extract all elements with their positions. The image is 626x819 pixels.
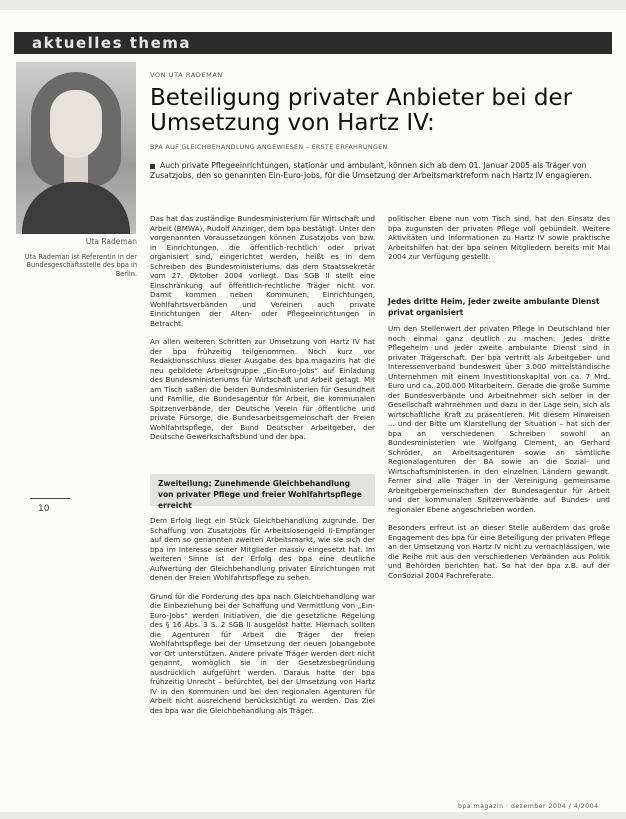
author-photo bbox=[16, 62, 136, 234]
column-right bbox=[388, 214, 610, 271]
top-margin bbox=[0, 0, 626, 10]
col2-paragraph-3: Besonders erfreut ist an dieser Stelle außerdem das große Engagement des bpa für eine Beteiligung der privaten Pflege an der Umsetzung von Hartz IV nicht zu vernachlässigen, wie die Reihe mit aus den verschiedenen Verbänden aus Politik und Behörden berichten hat. So hat der bpa z.B. auf der ConSozial 2004 Fachreferate. bbox=[388, 523, 610, 580]
col1-paragraph-4: Grund für die Forderung des bpa nach Gleichbehandlung war die Einbeziehung bei der Schaffung und Vermittlung von „Ein-Euro-Jobs“ werden Initiativen, die die gesetzliche Regelung des § 16 Abs. 3 S. 2 SGB II ausgelöst hatte. Hiernach sollten die Agenturen für Arbeit die Träger der freien Wohlfahrtspflege bei der Umsetzung der neuen Jobangebote vor Ort unterstützen. Andere private Träger werden dort nicht genannt, womöglich sie in der Gesetzesbegründung ausdrücklich aufgeführt werden. Daraus hatte der bpa frühzeitig Unrecht – befürchtet, bei der Umsetzung von Hartz IV in den Kommunen und bei den regionalen Agenturen für Arbeit nicht ausreichend berücksichtigt zu werden. Das Ziel des bpa war die Gleichbehandlung als Träger. bbox=[150, 591, 375, 715]
col1-paragraph-3: Dem Erfolg liegt ein Stück Gleichbehandlung zugrunde. Der Schaffung von Zusatzjobs für Arbeitslosengeld II-Empfänger auf dem so genannten zweiten Arbeitsmarkt, wie sie sich der bpa im Interesse seiner Mitglieder massiv eingesetzt hat. Im weiteren Sinne ist der Erfolg des bpa eine deutliche Aufwertung der Gleichbehandlung privater Einrichtungen mit denen der Freien Wohlfahrtspflege zu sehen. bbox=[150, 516, 375, 582]
column-right-subheading: Jedes dritte Heim, jeder zweite ambulante Dienst privat organisiert bbox=[388, 297, 600, 317]
subheading-box bbox=[150, 474, 375, 510]
article-subtitle: BPA AUF GLEICHBEHANDLUNG ANGEWIESEN – ERSTE ERFAHRUNGEN bbox=[150, 143, 388, 151]
photo-face bbox=[50, 90, 102, 158]
byline: VON UTA RADEMAN bbox=[150, 71, 223, 79]
column-left bbox=[150, 214, 375, 451]
author-caption bbox=[20, 238, 137, 278]
col1-paragraph-1: Das hat das zuständige Bundesministerium für Wirtschaft und Arbeit (BMWA), Rudolf Anzinger, dem bpa bestätigt. Unter den vorgenannten Voraussetzungen können Zusatzjobs von bzw. in Einrichtungen, die öffentlich-rechtlich oder privat organisiert sind, eingerichtet werden, heißt es in dem Schreiben des Bundesministeriums, das dem Staatssekretär vom 27. Oktober 2004 vorliegt. Das SGB II stellt eine Einschränkung auf öffentlich-rechtliche Träger nicht vor. Damit kommen neben Kommunen, Einrichtungen, Wohlfahrtsverbänden und Vereinen auch private Einrichtungen der Alten- oder Pflegeeinrichtungen in Betracht. bbox=[150, 214, 375, 328]
col2-paragraph-1: politischer Ebene nun vom Tisch sind, hat den Einsatz des bpa zugunsten der privaten Pflege voll gebündelt. Weitere Aktivitäten und Informationen zu Hartz IV sowie praktische Arbeitshilfen hat der bpa seinen Mitgliedern bereits mit Mai 2004 zur Verfügung gestellt. bbox=[388, 214, 610, 261]
lead-text: Auch private Pflegeeinrichtungen, stationär und ambulant, können sich ab dem 01. Januar 2005 als Träger von Zusatzjobs, den so genannten Ein-Euro-Jobs, für die Umsetzung der Arbeitsmarktreform nach Hartz IV engagieren. bbox=[150, 161, 592, 180]
col1-paragraph-2: An allen weiteren Schritten zur Umsetzung von Hartz IV hat der bpa frühzeitig teilgenommen. Noch kurz vor Redaktionsschluss dieser Ausgabe des bpa.magazins hat die neu gebildete Arbeitsgruppe „Ein-Euro-Jobs“ auf Einladung des Bundesministeriums für Wirtschaft und Arbeit getagt. Mit am Tisch saßen die beiden Bundesministerien für Gesundheit und Familie, die Bundesagentur für Arbeit, die kommunalen Spitzenverbände, der Deutsche Verein für öffentliche und private Fürsorge, die Bundesarbeitsgemeinschaft der Freien Wohlfahrtspflege, der Bund Deutscher Arbeitgeber, der Deutsche Gewerkschaftsbund und der bpa. bbox=[150, 337, 375, 441]
author-name: Uta Rademan bbox=[85, 237, 137, 246]
section-title: aktuelles thema bbox=[32, 34, 192, 52]
lead-bullet-icon bbox=[150, 164, 155, 169]
section-header bbox=[14, 32, 612, 54]
bottom-margin bbox=[0, 812, 626, 819]
article-title: Beteiligung privater Anbieter bei der Umsetzung von Hartz IV: bbox=[150, 85, 573, 136]
lead-paragraph bbox=[150, 161, 605, 181]
page-number: 10 bbox=[38, 504, 50, 514]
col2-paragraph-2: Um den Stellenwert der privaten Pflege in Deutschland hier noch einmal ganz deutlich zu machen: Jedes dritte Pflegeheim und jeder zweite ambulante Dienst sind in privater Trägerschaft. Der bpa vertritt als Arbeitgeber- und Interessenverband bundesweit über 3.000 mittelständische Unternehmen mit einem Investitionskapital von ca. 7 Mrd. Euro und ca. 200.000 Mitarbeitern. Gerade die große Summe der Bundesverbände und Arbeitnehmer sich selber in der Gesellschaft wahrnehmen und dazu in der Lage sein, sich als wirtschaftliche Kraft zu präsentieren. Mit diesem Hinweisen ... und der Bitte um Klarstellung der Situation – hat sich der bpa an verschiedenen Schreiben sowohl an Bundesministerien wie Wolfgang Clement, an Gerhard Schröder, an Arbeitsagenturen sowie an sämtliche Regionalagenturen der BA sowie an die Sozial- und Wirtschaftsministerien in den einzelnen Ländern gewandt. Ferner sind alle Träger in der Vereinigung gemeinsame Arbeitgebergemeinschaften der Bundesagentur für Arbeit und der kommunalen Spitzenverbände auf Bundes- und regionaler Ebene angeschrieben worden. bbox=[388, 324, 610, 514]
page-footer: bpa.magazin · dezember 2004 / 4/2004 bbox=[458, 803, 599, 810]
column-right-lower bbox=[388, 324, 610, 589]
photo-body bbox=[22, 182, 130, 234]
column-left-lower bbox=[150, 516, 375, 724]
page-number-rule bbox=[30, 498, 70, 499]
author-bio-text: Uta Rademan ist Referentin in der Bundesgeschäftsstelle des bpa in Berlin. bbox=[24, 252, 137, 278]
subheading-text: Zweiteilung: Zunehmende Gleichbehandlung von privater Pflege und freier Wohlfahrtspflege erreicht bbox=[158, 479, 362, 510]
